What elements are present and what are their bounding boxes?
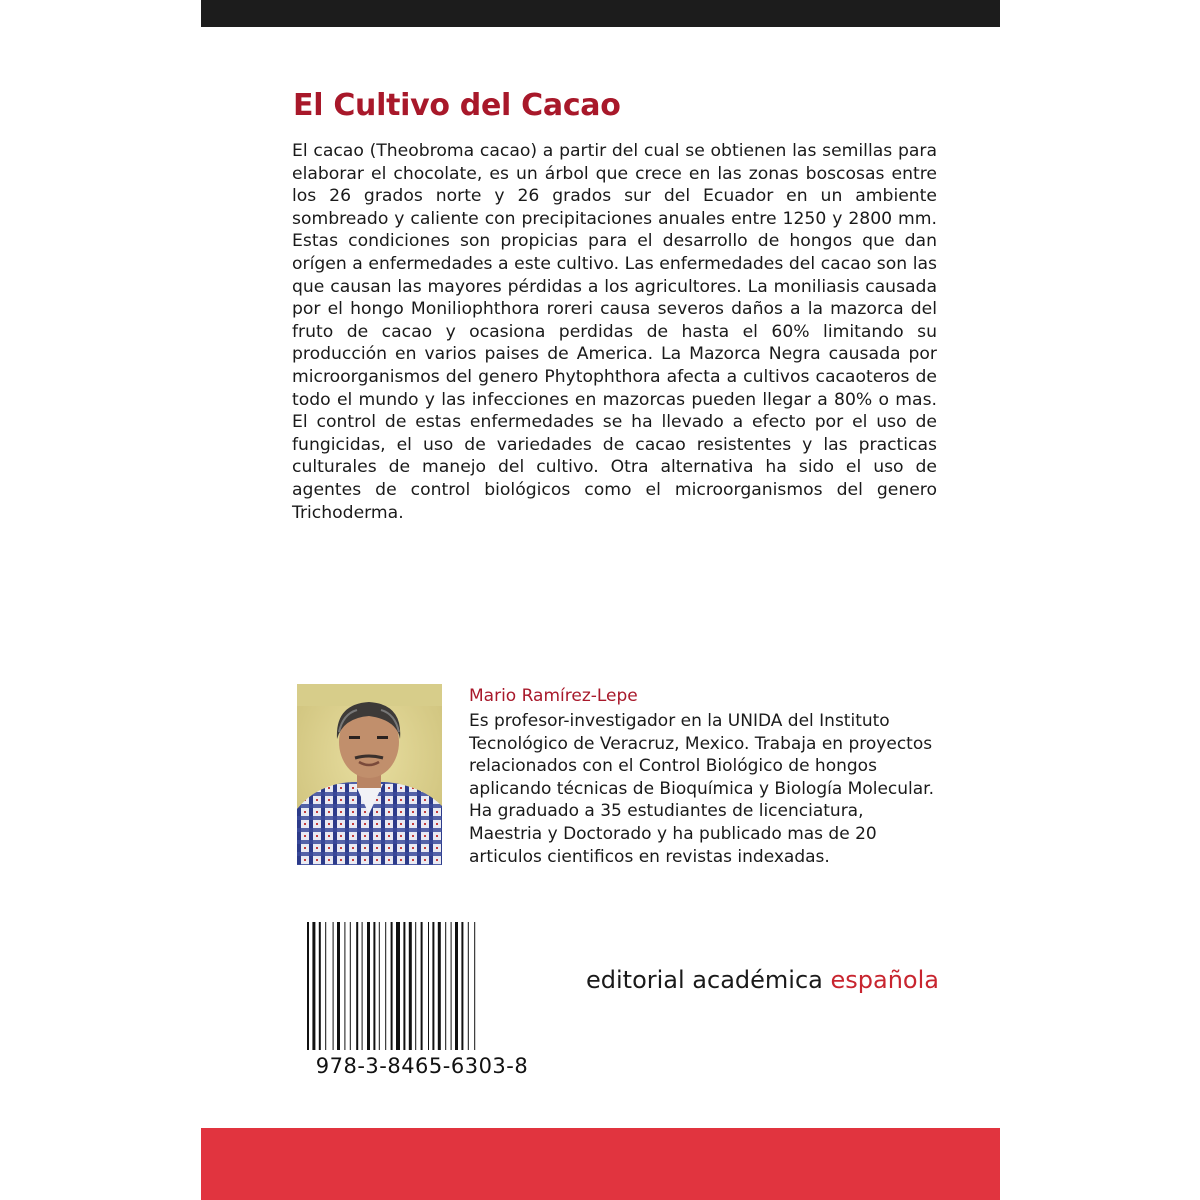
- isbn-number: 978-3-8465-6303-8: [315, 1054, 529, 1078]
- isbn-barcode: [297, 914, 547, 1089]
- book-description: El cacao (Theobroma cacao) a partir del cual se obtienen las semillas para elaborar el chocolate, es un árbol que crece en las zonas boscosas entre los 26 grados norte y 26 grados sur del Ecuador en un ambiente sombreado y caliente con precipitaciones anuales entre 1250 y 2800 mm. Estas condiciones son propicias para el desarrollo de hongos que dan orígen a enfermedades a este cultivo. Las enfermedades del cacao son las que causan las mayores pérdidas a los agricultores. La moniliasis causada por el hongo Moniliophthora roreri causa severos daños a la mazorca del fruto de cacao y ocasiona perdidas de hasta el 60% limitando su producción en varios paises de America. La Mazorca Negra causada por microorganismos del genero Phytophthora afecta a cultivos cacaoteros de todo el mundo y las infecciones en mazorcas pueden llegar a 80% o mas. El control de estas enfermedades se ha llevado a efecto por el uso de fungicidas, el uso de variedades de cacao resistentes y las practicas culturales de manejo del cultivo. Otra alternativa ha sido el uso de agentes de control biológicos como el microorganismos del genero Trichoderma.: [292, 141, 937, 523]
- author-name: Mario Ramírez-Lepe: [469, 686, 638, 706]
- author-photo: [297, 684, 442, 865]
- barcode-icon: [305, 922, 539, 1050]
- author-portrait-icon: [297, 684, 442, 865]
- top-dark-band: [201, 0, 1000, 27]
- bottom-red-band: [201, 1128, 1000, 1200]
- book-back-cover: [201, 0, 1000, 1200]
- publisher-logo: [586, 966, 939, 994]
- publisher-name: editorial académica: [586, 966, 831, 994]
- author-bio: Es profesor-investigador en la UNIDA del Instituto Tecnológico de Veracruz, Mexico. Trabaja en proyectos relacionados con el Control Biológico de hongos aplicando técnicas de Bioquímica y Biología Molecular. Ha graduado a 35 estudiantes de licenciatura, Maestria y Doctorado y ha publicado mas de 20 articulos cientificos en revistas indexadas.: [469, 711, 935, 867]
- publisher-name-accent: española: [830, 966, 939, 994]
- book-title: El Cultivo del Cacao: [293, 88, 621, 123]
